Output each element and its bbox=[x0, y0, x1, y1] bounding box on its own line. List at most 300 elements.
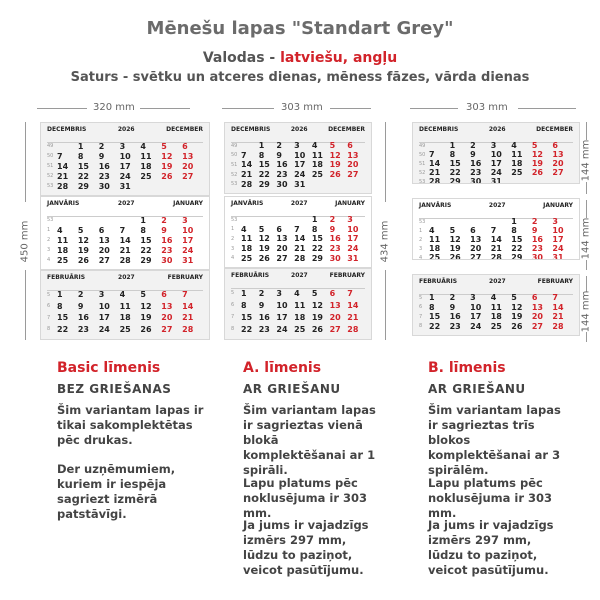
day-number: 12 bbox=[77, 235, 89, 245]
day-grid bbox=[419, 217, 573, 260]
day-number: 22 bbox=[258, 170, 270, 180]
day-number: 5 bbox=[258, 224, 265, 234]
dimension-line bbox=[518, 108, 576, 109]
day-number: 17 bbox=[276, 312, 288, 322]
day-number: 26 bbox=[161, 171, 173, 181]
day-number bbox=[330, 179, 348, 189]
day-number bbox=[347, 179, 365, 189]
col3-panel1-height-label: 144 mm bbox=[580, 139, 592, 182]
day-number: 16 bbox=[258, 312, 270, 322]
day-number: 10 bbox=[182, 225, 194, 235]
year-label: 2026 bbox=[488, 126, 506, 133]
day-number: 8 bbox=[449, 150, 456, 159]
day-number: 20 bbox=[552, 159, 564, 168]
day-number: 23 bbox=[98, 171, 110, 181]
level-title: B. līmenis bbox=[428, 360, 506, 376]
day-number: 11 bbox=[311, 150, 323, 160]
day-number: 12 bbox=[258, 234, 270, 244]
level-note: Ja jums ir vajadzīgs izmērs 297 mm, lūdzu to paziņot, veicot pasūtījumu. bbox=[243, 518, 369, 577]
day-number: 16 bbox=[161, 235, 173, 245]
day-number: 1 bbox=[241, 288, 247, 298]
dimension-line bbox=[330, 108, 371, 109]
day-number: 8 bbox=[77, 151, 84, 161]
day-number: 15 bbox=[77, 161, 89, 171]
day-number: 9 bbox=[531, 226, 538, 235]
level-description: Šim variantam lapas ir sagrieztas trīs blokos komplektēšanai ar 3 spirālēm. bbox=[428, 403, 561, 477]
calendar-page-dec bbox=[40, 122, 210, 196]
day-number bbox=[429, 217, 450, 226]
level-note: Lapu platums pēc noklusējuma ir 303 mm. bbox=[243, 476, 368, 520]
day-number bbox=[552, 177, 573, 184]
day-number: 19 bbox=[77, 245, 89, 255]
day-number: 16 bbox=[98, 161, 110, 171]
day-number: 24 bbox=[182, 245, 194, 255]
day-number: 28 bbox=[294, 253, 306, 263]
day-number: 6 bbox=[552, 141, 558, 150]
day-number: 21 bbox=[552, 312, 564, 322]
day-number: 23 bbox=[449, 321, 461, 331]
languages-value: latviešu, angļu bbox=[280, 50, 398, 66]
week-number: 53 bbox=[231, 181, 238, 188]
day-number: 1 bbox=[449, 141, 456, 150]
day-number bbox=[241, 215, 259, 225]
day-number: 3 bbox=[119, 141, 126, 151]
day-number: 21 bbox=[294, 244, 306, 254]
month-name-lv: FEBRUĀRIS bbox=[419, 278, 458, 285]
week-number: 2 bbox=[231, 235, 235, 242]
year-label: 2027 bbox=[488, 202, 506, 209]
day-number bbox=[120, 215, 141, 225]
day-number: 18 bbox=[294, 312, 306, 322]
week-number: 3 bbox=[419, 245, 423, 252]
day-number: 5 bbox=[161, 141, 167, 151]
day-number: 15 bbox=[57, 313, 69, 323]
languages-label: Valodas - bbox=[202, 50, 281, 66]
day-number: 14 bbox=[119, 235, 131, 245]
day-number: 15 bbox=[511, 235, 523, 244]
day-number: 24 bbox=[98, 324, 110, 334]
level-subtitle: AR GRIEŠANU bbox=[243, 382, 341, 396]
day-number: 2 bbox=[276, 141, 282, 151]
day-number: 12 bbox=[511, 302, 523, 312]
day-number: 11 bbox=[140, 151, 152, 161]
week-number: 53 bbox=[47, 217, 54, 223]
week-number: 4 bbox=[47, 257, 51, 263]
day-number: 21 bbox=[57, 171, 69, 181]
day-number: 10 bbox=[119, 151, 131, 161]
day-grid bbox=[47, 215, 203, 265]
day-number: 16 bbox=[449, 312, 461, 322]
day-number: 18 bbox=[490, 312, 502, 322]
day-number: 20 bbox=[329, 312, 341, 322]
day-number: 9 bbox=[470, 150, 476, 159]
day-number: 13 bbox=[161, 301, 173, 311]
day-number: 8 bbox=[311, 224, 318, 234]
day-number: 6 bbox=[182, 141, 188, 151]
day-number: 28 bbox=[57, 181, 69, 191]
day-number: 14 bbox=[294, 234, 306, 244]
day-number: 26 bbox=[258, 253, 270, 263]
day-number bbox=[78, 215, 99, 225]
day-number: 25 bbox=[119, 324, 131, 334]
level-description: Šim variantam lapas ir tikai sakomplektētas pēc drukas. bbox=[57, 403, 204, 447]
day-number bbox=[511, 177, 532, 184]
day-number: 13 bbox=[347, 150, 359, 160]
day-number: 25 bbox=[511, 168, 523, 177]
year-label: 2026 bbox=[117, 126, 135, 133]
day-number: 27 bbox=[552, 168, 564, 177]
day-number: 19 bbox=[140, 313, 152, 323]
day-number: 1 bbox=[258, 141, 265, 151]
day-number: 18 bbox=[429, 244, 441, 253]
day-number: 5 bbox=[511, 293, 517, 303]
day-number: 10 bbox=[294, 150, 306, 160]
day-number: 7 bbox=[429, 150, 435, 159]
month-name-en: JANUARY bbox=[543, 202, 573, 209]
day-number: 10 bbox=[276, 300, 288, 310]
day-number: 8 bbox=[241, 300, 247, 310]
day-number: 7 bbox=[347, 288, 353, 298]
level-note: Der uzņēmumiem, kuriem ir iespēja sagriezt izmērā patstāvīgi. bbox=[57, 462, 176, 521]
day-number: 9 bbox=[98, 151, 105, 161]
week-number: 1 bbox=[231, 226, 235, 233]
day-grid bbox=[231, 141, 365, 189]
week-number: 4 bbox=[231, 255, 235, 262]
day-number: 5 bbox=[531, 141, 538, 150]
month-name-lv: JANVĀRIS bbox=[231, 200, 264, 207]
day-number: 17 bbox=[347, 234, 359, 244]
calendar-page-dec bbox=[412, 122, 580, 184]
day-number: 16 bbox=[276, 160, 288, 170]
day-number: 22 bbox=[429, 321, 441, 331]
day-number: 27 bbox=[329, 324, 341, 334]
day-number: 31 bbox=[490, 177, 502, 184]
day-number: 8 bbox=[140, 225, 146, 235]
dimension-line bbox=[25, 122, 26, 202]
month-name-lv: FEBRUĀRIS bbox=[231, 272, 270, 279]
day-number: 28 bbox=[182, 324, 194, 334]
week-number: 50 bbox=[419, 151, 426, 158]
day-number: 24 bbox=[294, 170, 306, 180]
day-number: 22 bbox=[241, 324, 253, 334]
day-number: 25 bbox=[140, 171, 152, 181]
week-number: 51 bbox=[231, 161, 238, 168]
day-number: 29 bbox=[258, 179, 270, 189]
day-number bbox=[491, 217, 512, 226]
year-label: 2027 bbox=[117, 200, 135, 207]
month-name-lv: JANVĀRIS bbox=[47, 200, 80, 207]
week-number: 50 bbox=[231, 152, 238, 159]
week-number: 7 bbox=[419, 313, 423, 320]
day-number: 6 bbox=[531, 293, 538, 303]
day-number: 9 bbox=[161, 225, 167, 235]
year-label: 2026 bbox=[290, 126, 308, 133]
day-number: 19 bbox=[258, 244, 270, 254]
day-number: 7 bbox=[490, 226, 497, 235]
day-number bbox=[450, 217, 471, 226]
day-number: 15 bbox=[311, 234, 323, 244]
day-number: 6 bbox=[161, 290, 167, 300]
day-grid bbox=[231, 215, 365, 263]
page-title: Mēnešu lapas "Standart Grey" bbox=[146, 18, 454, 39]
day-number: 8 bbox=[511, 226, 517, 235]
day-number: 4 bbox=[119, 290, 126, 300]
day-number: 27 bbox=[347, 170, 359, 180]
day-number: 22 bbox=[77, 171, 89, 181]
week-number: 5 bbox=[47, 291, 51, 298]
day-number: 4 bbox=[311, 141, 318, 151]
calendar-page-feb bbox=[224, 268, 372, 340]
day-number: 15 bbox=[449, 159, 461, 168]
day-number: 13 bbox=[276, 234, 288, 244]
day-number: 3 bbox=[347, 215, 353, 225]
day-number: 2 bbox=[531, 217, 538, 226]
day-number: 22 bbox=[57, 324, 69, 334]
dimension-line bbox=[410, 108, 458, 109]
col3-width-label: 303 mm bbox=[466, 102, 508, 113]
day-number: 1 bbox=[511, 217, 517, 226]
day-number bbox=[532, 177, 553, 184]
day-number: 9 bbox=[449, 302, 456, 312]
day-grid bbox=[419, 141, 573, 184]
dimension-line bbox=[586, 182, 587, 194]
day-number: 14 bbox=[429, 159, 441, 168]
day-number: 23 bbox=[531, 244, 543, 253]
level-title: Basic līmenis bbox=[57, 360, 161, 376]
week-number: 7 bbox=[47, 314, 51, 321]
day-number: 7 bbox=[294, 224, 300, 234]
day-number: 17 bbox=[119, 161, 131, 171]
calendar-page-feb bbox=[412, 274, 580, 336]
day-number: 18 bbox=[241, 244, 253, 254]
day-number: 25 bbox=[57, 255, 69, 265]
day-number: 8 bbox=[429, 302, 435, 312]
day-number: 5 bbox=[77, 225, 84, 235]
day-number: 11 bbox=[241, 234, 253, 244]
week-number: 53 bbox=[419, 178, 426, 184]
day-number: 19 bbox=[531, 159, 543, 168]
week-number: 49 bbox=[419, 142, 426, 149]
day-number bbox=[161, 181, 182, 191]
day-number: 21 bbox=[490, 244, 502, 253]
day-number: 6 bbox=[470, 226, 476, 235]
day-number: 13 bbox=[470, 235, 482, 244]
day-number: 30 bbox=[161, 255, 173, 265]
dimension-line bbox=[385, 270, 386, 340]
day-number: 1 bbox=[57, 290, 63, 300]
day-number: 15 bbox=[258, 160, 270, 170]
day-number: 3 bbox=[470, 293, 476, 303]
day-number: 9 bbox=[77, 301, 84, 311]
day-grid bbox=[47, 141, 203, 191]
day-number: 12 bbox=[531, 150, 543, 159]
day-number: 29 bbox=[140, 255, 152, 265]
week-number: 3 bbox=[47, 247, 51, 253]
year-label: 2027 bbox=[291, 272, 308, 279]
calendar-page-dec bbox=[224, 122, 372, 194]
day-number: 29 bbox=[311, 253, 323, 263]
day-grid bbox=[231, 287, 365, 335]
level-note: Ja jums ir vajadzīgs izmērs 297 mm, lūdzu to paziņot, veicot pasūtījumu. bbox=[428, 518, 554, 577]
day-number: 7 bbox=[182, 290, 188, 300]
day-number: 19 bbox=[161, 161, 173, 171]
day-number: 28 bbox=[241, 179, 253, 189]
day-number: 7 bbox=[119, 225, 126, 235]
month-name-lv: JANVĀRIS bbox=[419, 202, 452, 209]
day-number: 1 bbox=[429, 293, 435, 303]
day-number bbox=[57, 215, 78, 225]
day-number: 16 bbox=[329, 234, 341, 244]
month-name-en: JANUARY bbox=[173, 200, 203, 207]
day-number: 10 bbox=[470, 302, 482, 312]
week-number: 52 bbox=[419, 169, 426, 176]
day-number: 20 bbox=[470, 244, 482, 253]
day-number: 27 bbox=[161, 324, 173, 334]
calendar-page-feb bbox=[40, 270, 210, 340]
day-number: 4 bbox=[294, 288, 300, 298]
day-number: 13 bbox=[182, 151, 194, 161]
week-number: 8 bbox=[419, 323, 423, 330]
day-number: 12 bbox=[449, 235, 461, 244]
day-number: 26 bbox=[449, 253, 461, 260]
day-number: 12 bbox=[311, 300, 323, 310]
level-b bbox=[428, 360, 526, 396]
week-number: 53 bbox=[419, 218, 426, 225]
day-number: 15 bbox=[241, 312, 253, 322]
day-number: 1 bbox=[311, 215, 318, 225]
day-number: 31 bbox=[347, 253, 359, 263]
week-number: 5 bbox=[419, 294, 423, 301]
day-number bbox=[470, 217, 491, 226]
week-number: 2 bbox=[47, 237, 51, 243]
month-name-en: DECEMBER bbox=[536, 126, 573, 133]
week-number: 52 bbox=[231, 171, 238, 178]
day-number: 19 bbox=[311, 312, 323, 322]
day-number: 2 bbox=[161, 215, 167, 225]
day-number: 1 bbox=[140, 215, 146, 225]
day-number: 30 bbox=[329, 253, 341, 263]
day-number: 3 bbox=[490, 141, 497, 150]
day-number: 11 bbox=[490, 302, 502, 312]
day-number: 30 bbox=[98, 181, 110, 191]
day-number: 22 bbox=[449, 168, 461, 177]
day-number: 12 bbox=[161, 151, 173, 161]
day-number: 21 bbox=[241, 170, 253, 180]
day-number: 31 bbox=[182, 255, 194, 265]
day-number: 2 bbox=[329, 215, 336, 225]
day-number: 9 bbox=[276, 150, 282, 160]
day-number: 5 bbox=[311, 288, 318, 298]
day-number: 5 bbox=[329, 141, 336, 151]
day-number: 4 bbox=[511, 141, 517, 150]
calendar-page-jan bbox=[40, 196, 210, 270]
day-number: 11 bbox=[57, 235, 69, 245]
day-number: 31 bbox=[294, 179, 306, 189]
col3-panel3-height-label: 144 mm bbox=[580, 290, 592, 333]
day-number: 16 bbox=[77, 313, 89, 323]
day-number: 24 bbox=[552, 244, 564, 253]
day-number: 13 bbox=[329, 300, 341, 310]
month-name-lv: FEBRUĀRIS bbox=[47, 274, 86, 281]
day-number: 21 bbox=[347, 312, 359, 322]
month-name-en: FEBRUARY bbox=[167, 274, 203, 281]
day-number bbox=[259, 215, 277, 225]
week-number: 49 bbox=[231, 142, 238, 149]
day-number: 25 bbox=[294, 324, 306, 334]
day-number: 19 bbox=[511, 312, 523, 322]
day-number: 14 bbox=[552, 302, 564, 312]
month-name-en: FEBRUARY bbox=[329, 272, 365, 279]
week-number: 6 bbox=[419, 304, 423, 311]
day-number: 26 bbox=[531, 168, 543, 177]
col1-height-label: 450 mm bbox=[19, 220, 31, 263]
day-number: 20 bbox=[182, 161, 194, 171]
day-number: 27 bbox=[276, 253, 288, 263]
month-name-en: DECEMBER bbox=[166, 126, 203, 133]
day-number: 27 bbox=[98, 255, 110, 265]
day-grid bbox=[47, 289, 203, 335]
day-number bbox=[241, 141, 259, 151]
day-number: 27 bbox=[182, 171, 194, 181]
day-number: 21 bbox=[119, 245, 131, 255]
week-number: 51 bbox=[47, 163, 54, 169]
day-number: 5 bbox=[140, 290, 146, 300]
day-number: 18 bbox=[57, 245, 69, 255]
day-grid bbox=[419, 293, 573, 331]
day-number: 17 bbox=[294, 160, 306, 170]
day-number: 18 bbox=[311, 160, 323, 170]
day-number: 6 bbox=[329, 288, 336, 298]
day-number: 2 bbox=[98, 141, 105, 151]
day-number: 14 bbox=[57, 161, 69, 171]
day-number: 19 bbox=[329, 160, 341, 170]
day-number: 13 bbox=[98, 235, 110, 245]
day-number: 20 bbox=[161, 313, 173, 323]
col2-height-label: 434 mm bbox=[379, 220, 391, 263]
day-number: 31 bbox=[552, 253, 564, 260]
col3-panel2-height-label: 144 mm bbox=[580, 217, 592, 260]
day-number bbox=[140, 181, 161, 191]
day-number: 25 bbox=[311, 170, 323, 180]
day-number: 29 bbox=[511, 253, 523, 260]
day-number: 12 bbox=[140, 301, 152, 311]
day-number: 24 bbox=[119, 171, 131, 181]
day-number: 22 bbox=[140, 245, 152, 255]
day-number: 16 bbox=[470, 159, 482, 168]
day-number: 4 bbox=[140, 141, 146, 151]
day-number: 3 bbox=[552, 217, 558, 226]
day-number: 17 bbox=[552, 235, 564, 244]
day-number: 9 bbox=[258, 300, 265, 310]
week-number: 1 bbox=[419, 227, 423, 234]
day-number: 13 bbox=[531, 302, 543, 312]
day-number: 9 bbox=[329, 224, 336, 234]
day-number: 26 bbox=[77, 255, 89, 265]
day-number: 10 bbox=[347, 224, 359, 234]
day-number: 7 bbox=[57, 151, 63, 161]
day-number: 24 bbox=[347, 244, 359, 254]
day-number bbox=[57, 141, 78, 151]
day-number: 20 bbox=[347, 160, 359, 170]
week-number: 53 bbox=[231, 216, 238, 223]
day-number: 10 bbox=[98, 301, 110, 311]
day-number: 10 bbox=[552, 226, 564, 235]
day-number: 3 bbox=[276, 288, 282, 298]
day-number: 3 bbox=[98, 290, 105, 300]
day-number: 6 bbox=[276, 224, 282, 234]
month-name-lv: DECEMBRIS bbox=[419, 126, 459, 133]
week-number: 6 bbox=[231, 302, 235, 308]
